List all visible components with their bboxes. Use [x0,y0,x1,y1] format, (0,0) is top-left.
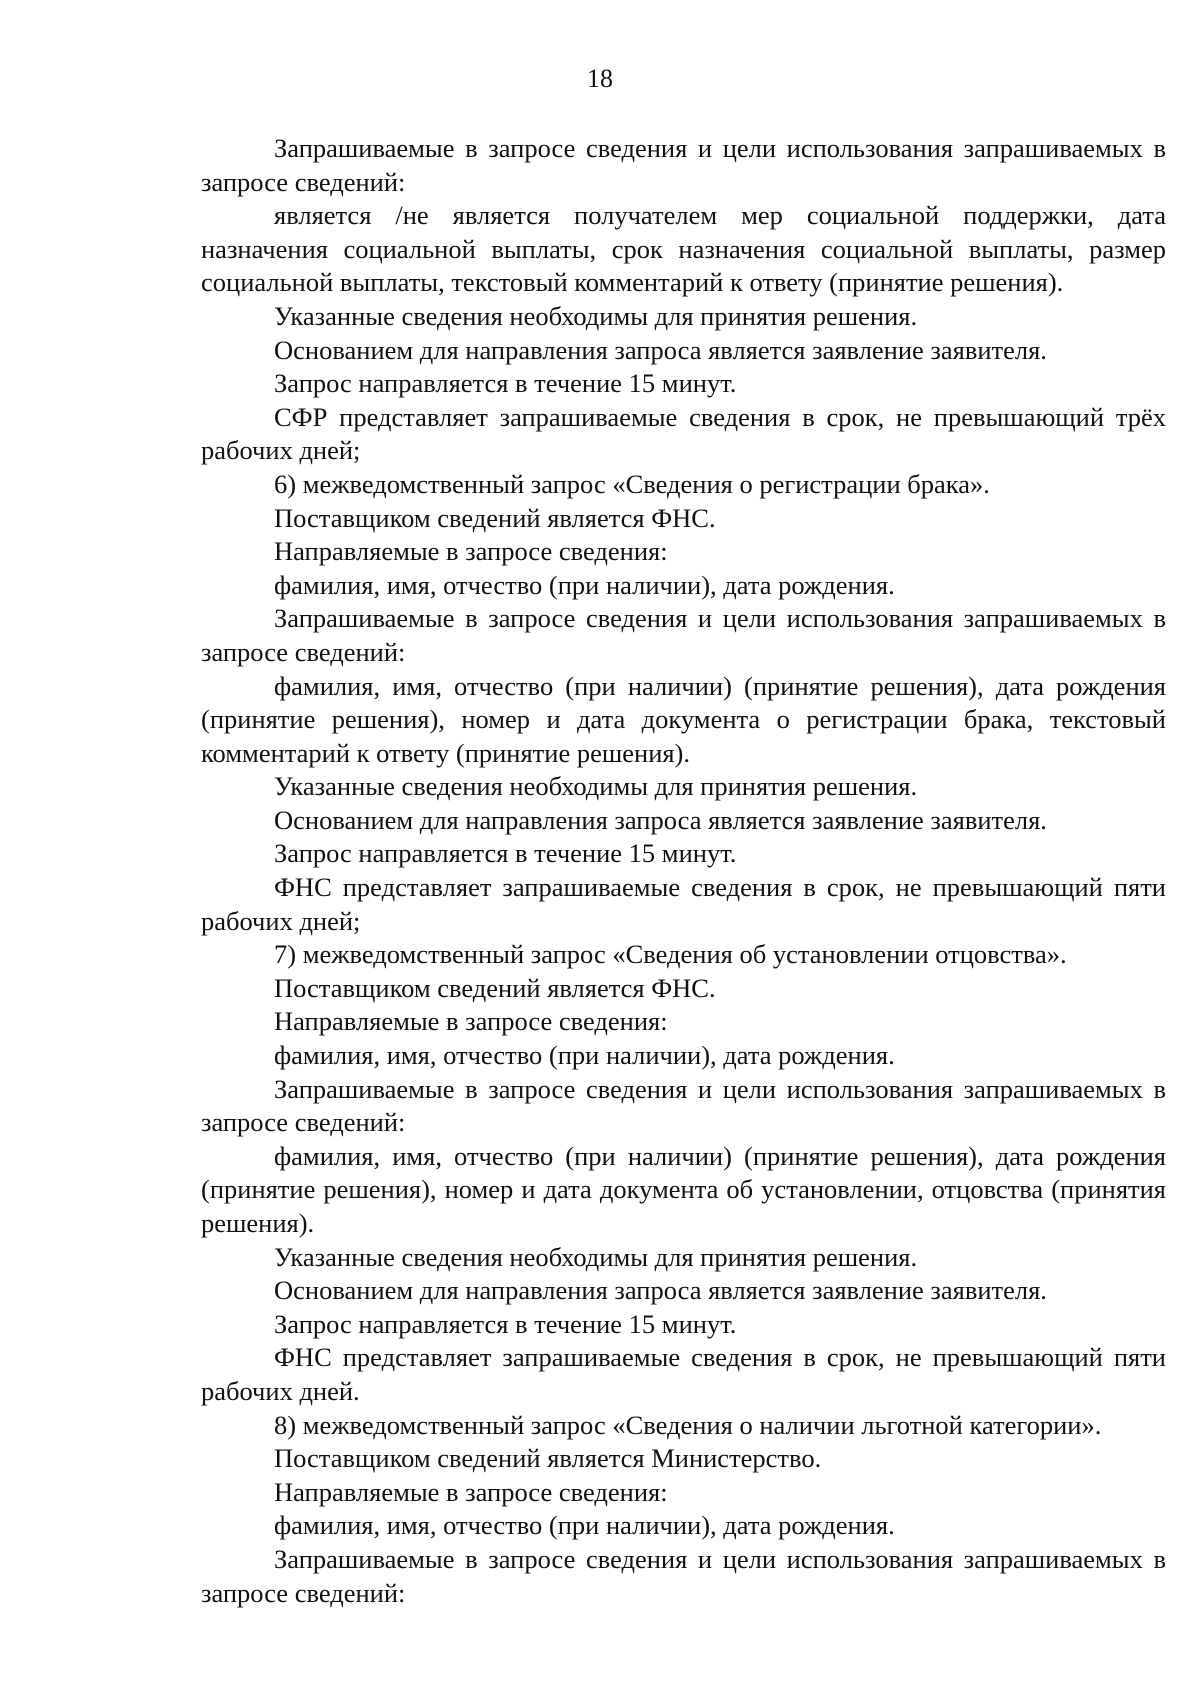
paragraph: Указанные сведения необходимы для принятия решения. [274,300,918,331]
paragraph: фамилия, имя, отчество (при наличии) (принятие решения), дата рождения (принятие решения), номер и дата документа о регистрации брака, текстовый комментарий к ответу (принятие решения). [201,670,1166,768]
page-number: 18 [587,64,613,93]
document-body [201,132,1166,1610]
paragraph: Запрашиваемые в запросе сведения и цели использования запрашиваемых в запросе сведений: [201,603,1166,667]
paragraph: ФНС представляет запрашиваемые сведения в срок, не превышающий пяти рабочих дней. [201,1342,1166,1406]
paragraph: Указанные сведения необходимы для принятия решения. [274,1241,918,1272]
paragraph: фамилия, имя, отчество (при наличии), дата рождения. [274,1040,895,1071]
list-item-heading: 7) межведомственный запрос «Сведения об установлении отцовства». [274,939,1067,970]
paragraph: является /не является получателем мер социальной поддержки, дата назначения социальной выплаты, срок назначения социальной выплаты, размер социальной выплаты, текстовый комментарий к ответу (принятие решения). [201,200,1166,298]
paragraph: ФНС представляет запрашиваемые сведения в срок, не превышающий пяти рабочих дней; [201,872,1166,936]
paragraph: Поставщиком сведений является ФНС. [274,972,716,1003]
paragraph: Запрос направляется в течение 15 минут. [274,838,737,869]
paragraph: СФР представляет запрашиваемые сведения в срок, не превышающий трёх рабочих дней; [201,401,1166,466]
list-item-heading: 8) межведомственный запрос «Сведения о наличии льготной категории». [274,1409,1102,1440]
paragraph: Направляемые в запросе сведения: [274,536,668,567]
paragraph: Направляемые в запросе сведения: [274,1006,668,1037]
paragraph: Запрос направляется в течение 15 минут. [274,1308,737,1339]
paragraph: Указанные сведения необходимы для принятия решения. [274,771,918,802]
list-item-heading: 6) межведомственный запрос «Сведения о регистрации брака». [274,468,990,499]
paragraph: фамилия, имя, отчество (при наличии), дата рождения. [274,1510,895,1541]
paragraph: Поставщиком сведений является Министерство. [274,1443,822,1474]
paragraph: Запрашиваемые в запросе сведения и цели использования запрашиваемых в запросе сведений: [201,1543,1166,1608]
paragraph: Основанием для направления запроса является заявление заявителя. [274,334,1047,365]
paragraph: фамилия, имя, отчество (при наличии), дата рождения. [274,569,895,600]
paragraph: Основанием для направления запроса является заявление заявителя. [274,1275,1047,1306]
paragraph: Поставщиком сведений является ФНС. [274,502,716,533]
paragraph: Направляемые в запросе сведения: [274,1476,668,1507]
paragraph: Основанием для направления запроса является заявление заявителя. [274,804,1047,835]
paragraph: Запрашиваемые в запросе сведения и цели использования запрашиваемых в запросе сведений: [201,133,1166,197]
paragraph: фамилия, имя, отчество (при наличии) (принятие решения), дата рождения (принятие решения), номер и дата документа об установлении, отцовства (принятия решения). [201,1140,1166,1238]
paragraph: Запрашиваемые в запросе сведения и цели использования запрашиваемых в запросе сведений: [201,1073,1166,1138]
paragraph: Запрос направляется в течение 15 минут. [274,368,737,399]
